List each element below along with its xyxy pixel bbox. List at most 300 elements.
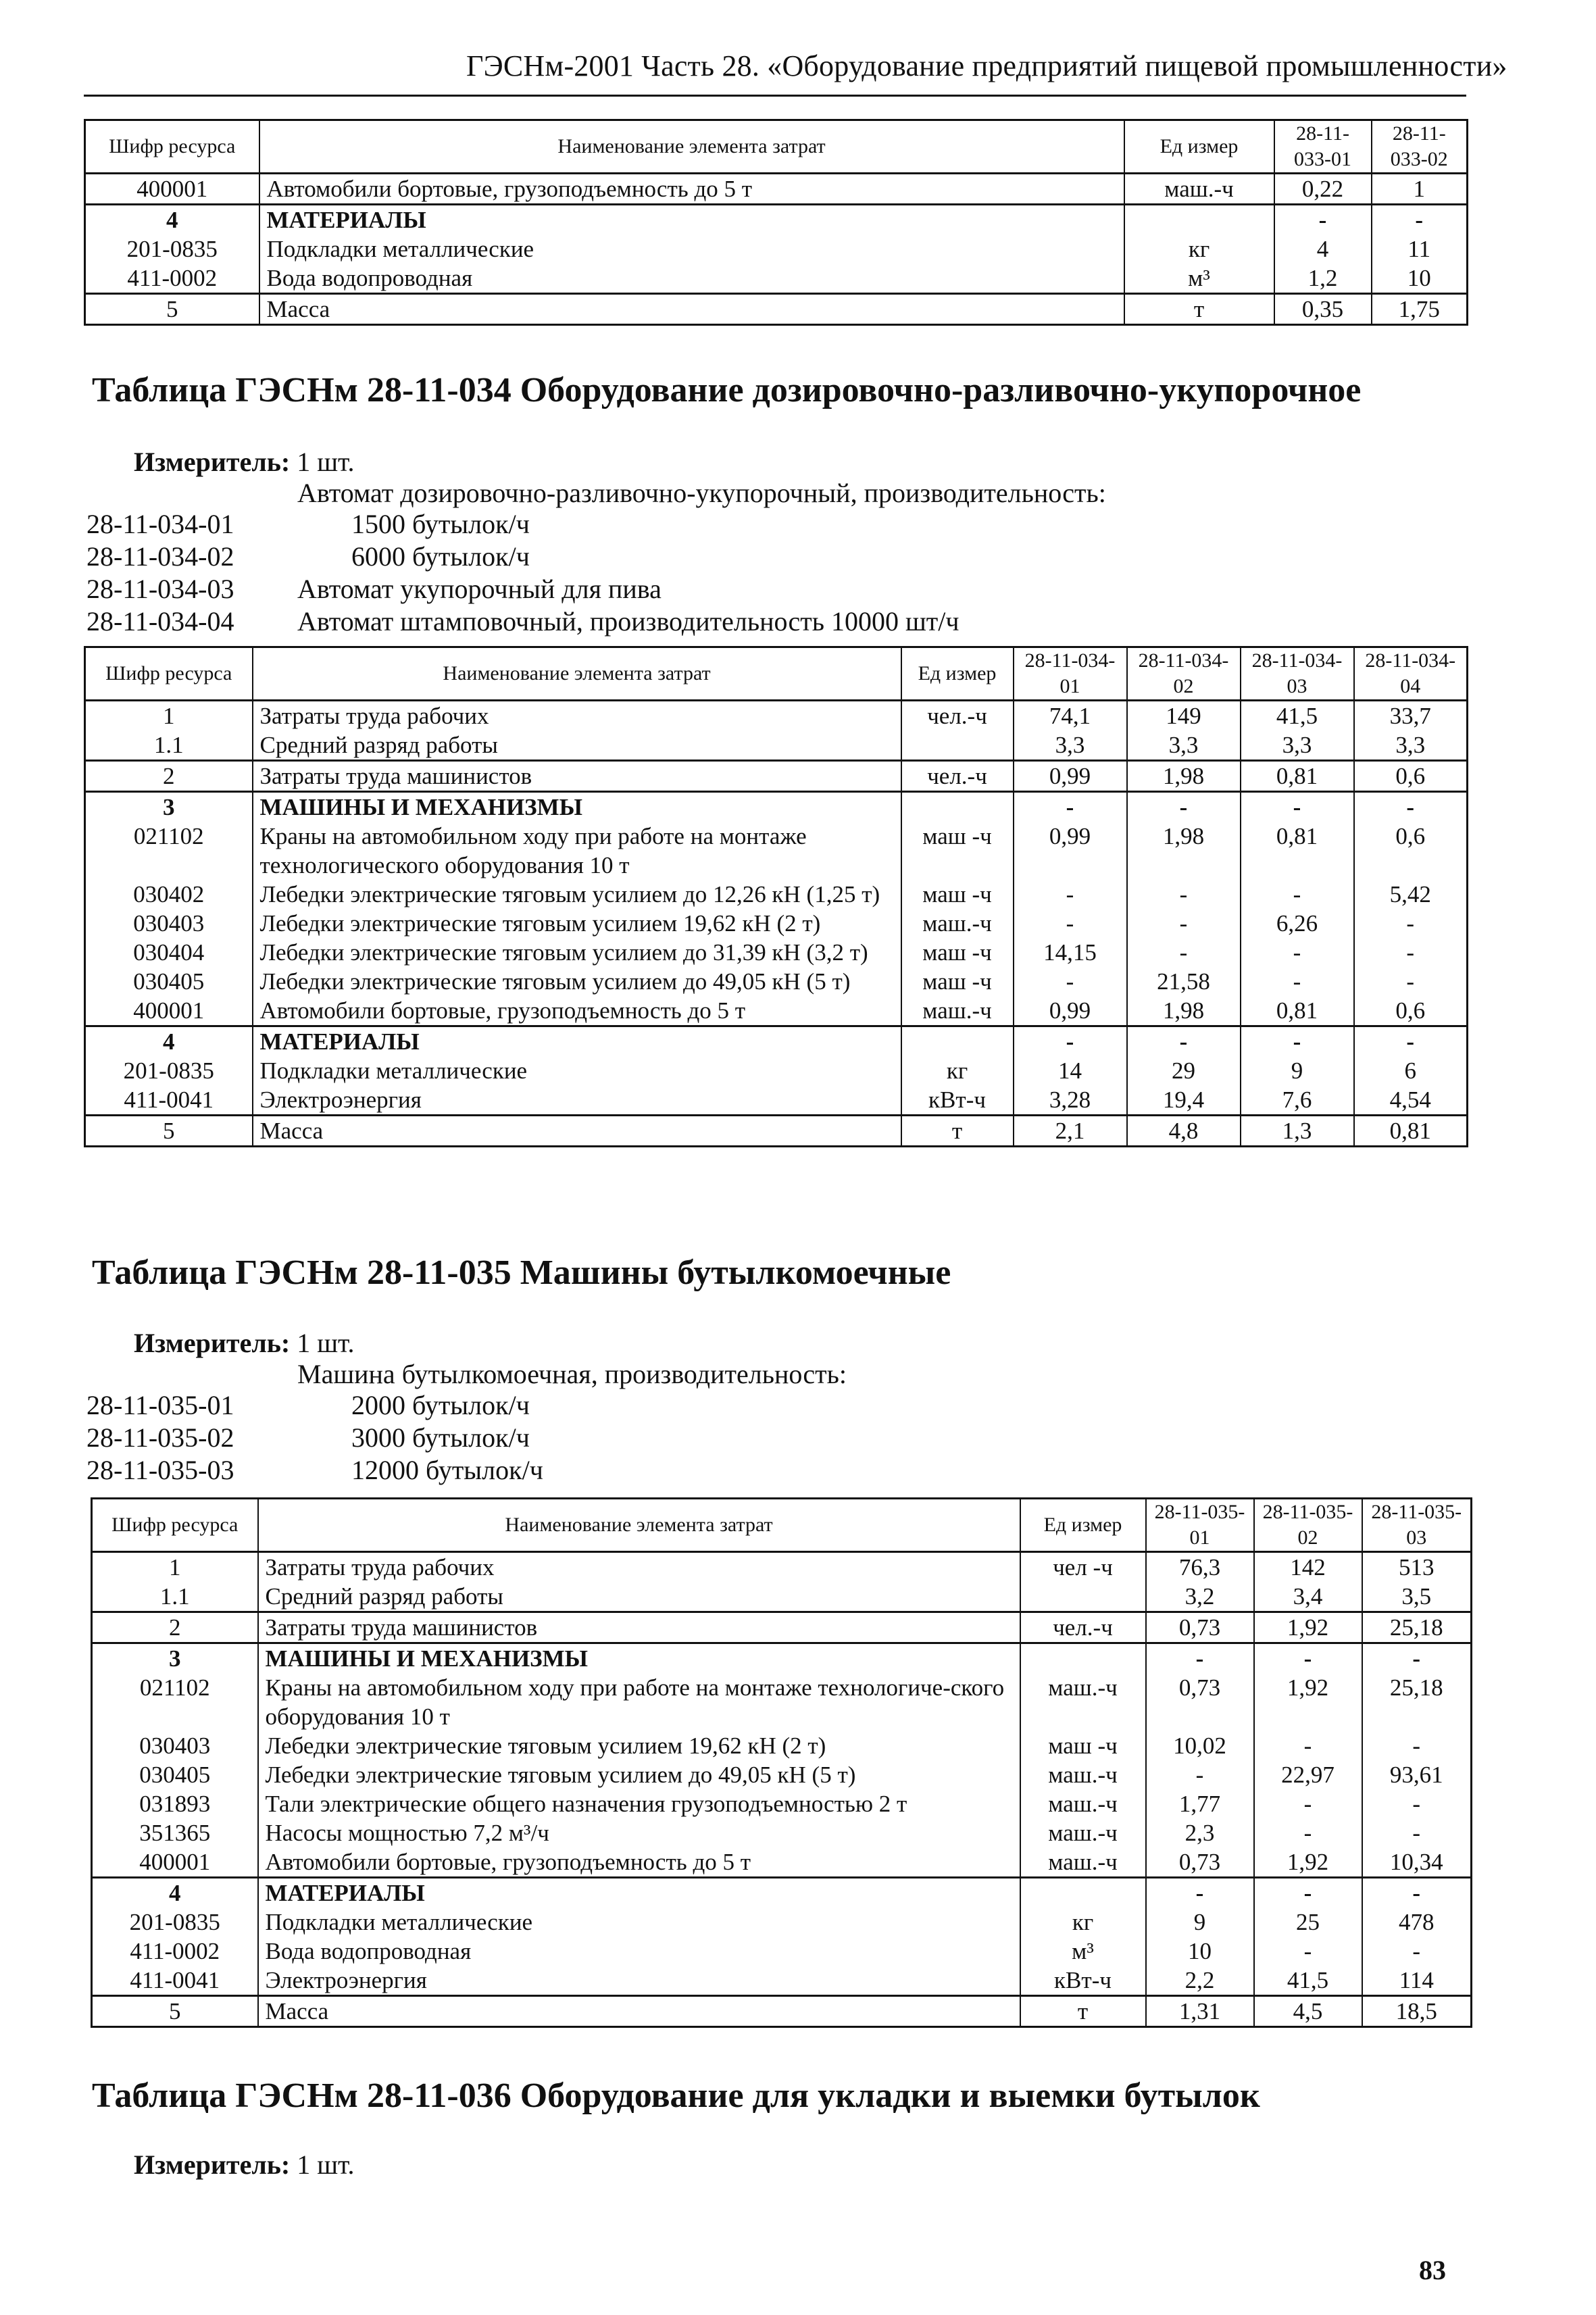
unit-cell: кг [1020,1908,1146,1937]
value-cell: 6,26 [1241,909,1354,938]
value-cell: - [1362,1789,1472,1818]
table-034-meter [134,446,355,478]
cost-item-name: МАШИНЫ И МЕХАНИЗМЫ [253,792,901,822]
value-cell: 3,3 [1014,730,1127,761]
table-row [85,967,1468,996]
cost-item-name: Средний разряд работы [253,730,901,761]
unit-cell: м³ [1124,264,1274,294]
section-row [85,205,1468,235]
value-cell: - [1127,909,1241,938]
value-cell: 0,6 [1354,822,1468,880]
table-033-body [85,174,1468,325]
unit-cell: маш.-ч [901,909,1014,938]
table-row [85,880,1468,909]
section-row [85,1116,1468,1147]
variant-code: 28-11-034-03 [86,574,234,604]
value-cell: 0,35 [1274,294,1372,325]
value-cell: - [1254,1731,1362,1760]
value-cell: - [1014,1026,1127,1057]
value-cell: 1,98 [1127,822,1241,880]
unit-cell: чел.-ч [901,761,1014,792]
table-034-intro: Автомат дозировочно-разливочно-укупорочный, производительность: [297,478,1106,508]
table-035-title: Таблица ГЭСНм 28-11-035 Машины бутылкомоечные [92,1253,951,1292]
value-cell: - [1127,1026,1241,1057]
value-cell: 0,73 [1146,1847,1254,1878]
cost-item-name: Лебедки электрические тяговым усилием до 12,26 кН (1,25 т) [253,880,901,909]
value-cell: 10,34 [1362,1847,1472,1878]
value-cell: 1,77 [1146,1789,1254,1818]
resource-code: 400001 [85,174,259,205]
value-cell: - [1354,1026,1468,1057]
section-row [92,1552,1472,1583]
column-header: 28-11-034-03 [1241,647,1354,701]
meter-value: 1 шт. [297,1328,355,1358]
value-cell: 1,75 [1372,294,1468,325]
cost-item-name: Затраты труда рабочих [253,701,901,731]
value-cell: - [1241,880,1354,909]
value-cell: - [1354,909,1468,938]
resource-code: 021102 [92,1673,258,1731]
unit-cell [901,792,1014,822]
column-header: Шифр ресурса [85,647,253,701]
table-row [92,1760,1472,1789]
value-cell: 1,31 [1146,1996,1254,2027]
variant-text: Автомат укупорочный для пива [297,574,662,604]
resource-code: 400001 [92,1847,258,1878]
column-header: Наименование элемента затрат [258,1499,1020,1552]
section-row [92,1878,1472,1908]
unit-cell: кг [901,1056,1014,1085]
value-cell: 0,81 [1241,996,1354,1026]
cost-item-name: МАШИНЫ И МЕХАНИЗМЫ [258,1643,1020,1674]
value-cell: 19,4 [1127,1085,1241,1116]
value-cell: 3,5 [1362,1582,1472,1612]
value-cell: 3,3 [1241,730,1354,761]
unit-cell: кВт-ч [1020,1966,1146,1996]
value-cell: - [1146,1643,1254,1674]
value-cell: - [1127,792,1241,822]
value-cell: 4,8 [1127,1116,1241,1147]
variant-code: 28-11-034-04 [86,606,234,637]
value-cell: - [1354,792,1468,822]
section-row [85,294,1468,325]
value-cell: - [1241,1026,1354,1057]
table-row [92,1847,1472,1878]
table-035-body [92,1552,1472,2027]
value-cell: 0,6 [1354,761,1468,792]
value-cell: 0,99 [1014,996,1127,1026]
value-cell: 0,81 [1241,761,1354,792]
column-header: Наименование элемента затрат [253,647,901,701]
value-cell: 25 [1254,1908,1362,1937]
table-034-body [85,701,1468,1147]
table-row [85,1085,1468,1116]
value-cell: 0,81 [1354,1116,1468,1147]
header-row [92,1499,1472,1552]
cost-item-name: Масса [258,1996,1020,2027]
table-034-header [85,647,1468,701]
table-034-title: Таблица ГЭСНм 28-11-034 Оборудование дозировочно-разливочно-укупорочное [92,371,1362,409]
cost-item-name: МАТЕРИАЛЫ [258,1878,1020,1908]
section-row [85,792,1468,822]
unit-cell: кг [1124,234,1274,264]
resource-code: 5 [85,294,259,325]
section-row [92,1643,1472,1674]
unit-cell: маш.-ч [1020,1818,1146,1847]
cost-item-name: МАТЕРИАЛЫ [259,205,1124,235]
resource-code: 031893 [92,1789,258,1818]
resource-code: 021102 [85,822,253,880]
cost-item-name: Лебедки электрические тяговым усилием до 49,05 кН (5 т) [258,1760,1020,1789]
resource-table-034 [84,646,1468,1147]
variant-code: 28-11-035-03 [86,1455,234,1485]
unit-cell [901,730,1014,761]
value-cell: 1,98 [1127,996,1241,1026]
column-header: Наименование элемента затрат [259,120,1124,174]
resource-code: 400001 [85,996,253,1026]
resource-code: 4 [85,1026,253,1057]
unit-cell [1124,205,1274,235]
resource-code: 411-0041 [92,1966,258,1996]
resource-code: 1.1 [85,730,253,761]
variant-text: Автомат штамповочный, производительность 10000 шт/ч [297,606,959,637]
value-cell: 3,4 [1254,1582,1362,1612]
value-cell: - [1254,1937,1362,1966]
value-cell: 0,6 [1354,996,1468,1026]
variant-text: 2000 бутылок/ч [351,1390,530,1420]
unit-cell: маш.-ч [1020,1789,1146,1818]
variant-code: 28-11-035-02 [86,1422,234,1453]
value-cell: - [1362,1937,1472,1966]
column-header: 28-11-033-02 [1372,120,1468,174]
table-row [92,1673,1472,1731]
value-cell: 18,5 [1362,1996,1472,2027]
table-row [85,996,1468,1026]
value-cell: 22,97 [1254,1760,1362,1789]
cost-item-name: Средний разряд работы [258,1582,1020,1612]
value-cell: 14,15 [1014,938,1127,967]
unit-cell: м³ [1020,1937,1146,1966]
resource-code: 201-0835 [92,1908,258,1937]
value-cell: - [1362,1818,1472,1847]
value-cell: 3,2 [1146,1582,1254,1612]
resource-code: 5 [92,1996,258,2027]
cost-item-name: Затраты труда машинистов [258,1612,1020,1643]
resource-code: 030403 [92,1731,258,1760]
running-header: ГЭСНм-2001 Часть 28. «Оборудование предприятий пищевой промышленности» [466,49,1507,82]
cost-item-name: Насосы мощностью 7,2 м³/ч [258,1818,1020,1847]
value-cell: 9 [1241,1056,1354,1085]
resource-code: 2 [92,1612,258,1643]
value-cell: 74,1 [1014,701,1127,731]
variant-code: 28-11-035-01 [86,1390,234,1420]
value-cell: 7,6 [1241,1085,1354,1116]
resource-code: 5 [85,1116,253,1147]
value-cell: 1,92 [1254,1847,1362,1878]
cost-item-name: Вода водопроводная [258,1937,1020,1966]
resource-code: 030404 [85,938,253,967]
resource-code: 201-0835 [85,1056,253,1085]
value-cell: 2,2 [1146,1966,1254,1996]
value-cell: 0,22 [1274,174,1372,205]
table-035-intro: Машина бутылкомоечная, производительность: [297,1359,847,1389]
value-cell: - [1362,1643,1472,1674]
meter-value: 1 шт. [297,447,355,477]
resource-code: 030405 [85,967,253,996]
value-cell: - [1362,1878,1472,1908]
resource-code: 030405 [92,1760,258,1789]
cost-item-name: Лебедки электрические тяговым усилием 19,62 кН (2 т) [253,909,901,938]
section-row [92,1996,1472,2027]
value-cell: 25,18 [1362,1612,1472,1643]
resource-code: 4 [85,205,259,235]
value-cell: 29 [1127,1056,1241,1085]
resource-code: 4 [92,1878,258,1908]
unit-cell [1020,1878,1146,1908]
value-cell: - [1274,205,1372,235]
column-header: Ед измер [1020,1499,1146,1552]
value-cell: - [1146,1760,1254,1789]
cost-item-name: Автомобили бортовые, грузоподъемность до 5 т [258,1847,1020,1878]
resource-code: 411-0041 [85,1085,253,1116]
value-cell: 4 [1274,234,1372,264]
cost-item-name: Масса [259,294,1124,325]
value-cell: - [1354,967,1468,996]
value-cell: 1,92 [1254,1673,1362,1731]
resource-code: 351365 [92,1818,258,1847]
cost-item-name: Электроэнергия [253,1085,901,1116]
column-header: 28-11-034-02 [1127,647,1241,701]
resource-code: 030403 [85,909,253,938]
table-row [92,1908,1472,1937]
meter-label: Измеритель: [134,1328,291,1358]
value-cell: 10,02 [1146,1731,1254,1760]
table-033-header [85,120,1468,174]
value-cell: - [1362,1731,1472,1760]
column-header: Ед измер [1124,120,1274,174]
unit-cell: маш.-ч [1124,174,1274,205]
value-cell: 3,3 [1127,730,1241,761]
value-cell: 149 [1127,701,1241,731]
column-header: Ед измер [901,647,1014,701]
value-cell: - [1254,1789,1362,1818]
value-cell: 0,73 [1146,1673,1254,1731]
resource-code: 1 [85,701,253,731]
value-cell: 5,42 [1354,880,1468,909]
table-row [92,1937,1472,1966]
table-row [92,1789,1472,1818]
table-row [92,1582,1472,1612]
table-row [85,174,1468,205]
value-cell: 25,18 [1362,1673,1472,1731]
table-row [85,909,1468,938]
cost-item-name: Подкладки металлические [258,1908,1020,1937]
value-cell: 2,1 [1014,1116,1127,1147]
cost-item-name: Автомобили бортовые, грузоподъемность до 5 т [253,996,901,1026]
value-cell: - [1241,792,1354,822]
column-header: 28-11-035-02 [1254,1499,1362,1552]
table-row [85,730,1468,761]
resource-code: 411-0002 [85,264,259,294]
resource-code: 1.1 [92,1582,258,1612]
resource-code: 2 [85,761,253,792]
value-cell: 14 [1014,1056,1127,1085]
variant-code: 28-11-034-01 [86,509,234,539]
table-row [85,234,1468,264]
value-cell: - [1372,205,1468,235]
value-cell: - [1354,938,1468,967]
value-cell: 21,58 [1127,967,1241,996]
resource-code: 411-0002 [92,1937,258,1966]
table-row [92,1966,1472,1996]
meter-label: Измеритель: [134,447,291,477]
value-cell: 513 [1362,1552,1472,1583]
cost-item-name: Затраты труда машинистов [253,761,901,792]
value-cell: 76,3 [1146,1552,1254,1583]
value-cell: 1,3 [1241,1116,1354,1147]
value-cell: - [1014,967,1127,996]
section-row [85,761,1468,792]
table-row [85,1056,1468,1085]
cost-item-name: Подкладки металлические [259,234,1124,264]
variant-text: 6000 бутылок/ч [351,541,530,572]
value-cell: - [1241,967,1354,996]
variant-code: 28-11-034-02 [86,541,234,572]
column-header: 28-11-035-01 [1146,1499,1254,1552]
cost-item-name: Электроэнергия [258,1966,1020,1996]
header-rule [84,95,1466,97]
column-header: 28-11-034-04 [1354,647,1468,701]
value-cell: 0,81 [1241,822,1354,880]
table-row [85,264,1468,294]
unit-cell: кВт-ч [901,1085,1014,1116]
resource-code: 201-0835 [85,234,259,264]
header-row [85,120,1468,174]
value-cell: 41,5 [1254,1966,1362,1996]
value-cell: 4,5 [1254,1996,1362,2027]
resource-code: 030402 [85,880,253,909]
column-header: 28-11-035-03 [1362,1499,1472,1552]
value-cell: - [1014,909,1127,938]
cost-item-name: МАТЕРИАЛЫ [253,1026,901,1057]
value-cell: 0,99 [1014,822,1127,880]
value-cell: - [1254,1818,1362,1847]
header-row [85,647,1468,701]
unit-cell [1020,1643,1146,1674]
resource-code: 1 [92,1552,258,1583]
unit-cell [901,1026,1014,1057]
page-number: 83 [1419,2255,1446,2285]
table-row [85,822,1468,880]
cost-item-name: Лебедки электрические тяговым усилием до 49,05 кН (5 т) [253,967,901,996]
cost-item-name: Подкладки металлические [253,1056,901,1085]
cost-item-name: Масса [253,1116,901,1147]
value-cell: 1,92 [1254,1612,1362,1643]
value-cell: 33,7 [1354,701,1468,731]
cost-item-name: Автомобили бортовые, грузоподъемность до 5 т [259,174,1124,205]
table-035-header [92,1499,1472,1552]
value-cell: - [1014,880,1127,909]
resource-code: 3 [92,1643,258,1674]
unit-cell: маш -ч [901,822,1014,880]
meter-value: 1 шт. [297,2149,355,2180]
value-cell: 142 [1254,1552,1362,1583]
cost-item-name: Вода водопроводная [259,264,1124,294]
unit-cell: маш.-ч [1020,1760,1146,1789]
unit-cell: чел.-ч [1020,1612,1146,1643]
variant-text: 1500 бутылок/ч [351,509,530,539]
value-cell: 114 [1362,1966,1472,1996]
section-row [85,701,1468,731]
table-036-meter [134,2149,355,2181]
cost-item-name: Краны на автомобильном ходу при работе на монтаже технологиче-ского оборудования 10 т [258,1673,1020,1731]
cost-item-name: Лебедки электрические тяговым усилием до 31,39 кН (3,2 т) [253,938,901,967]
cost-item-name: Лебедки электрические тяговым усилием 19,62 кН (2 т) [258,1731,1020,1760]
value-cell: - [1241,938,1354,967]
resource-code: 3 [85,792,253,822]
value-cell: 3,28 [1014,1085,1127,1116]
table-row [92,1731,1472,1760]
value-cell: 0,73 [1146,1612,1254,1643]
value-cell: 9 [1146,1908,1254,1937]
value-cell: 1,2 [1274,264,1372,294]
value-cell: 10 [1146,1937,1254,1966]
resource-table-033 [84,119,1468,326]
unit-cell: чел -ч [1020,1552,1146,1583]
unit-cell: маш.-ч [1020,1673,1146,1731]
column-header: Шифр ресурса [92,1499,258,1552]
unit-cell: т [1124,294,1274,325]
unit-cell: маш -ч [1020,1731,1146,1760]
column-header: 28-11-033-01 [1274,120,1372,174]
unit-cell: т [901,1116,1014,1147]
unit-cell [1020,1582,1146,1612]
unit-cell: маш.-ч [1020,1847,1146,1878]
value-cell: 41,5 [1241,701,1354,731]
section-row [92,1612,1472,1643]
column-header: Шифр ресурса [85,120,259,174]
value-cell: 2,3 [1146,1818,1254,1847]
cost-item-name: Затраты труда рабочих [258,1552,1020,1583]
value-cell: - [1014,792,1127,822]
value-cell: - [1254,1878,1362,1908]
cost-item-name: Краны на автомобильном ходу при работе на монтаже технологического оборудования 10 т [253,822,901,880]
value-cell: 1,98 [1127,761,1241,792]
variant-text: 12000 бутылок/ч [351,1455,543,1485]
unit-cell: маш -ч [901,967,1014,996]
value-cell: 3,3 [1354,730,1468,761]
unit-cell: т [1020,1996,1146,2027]
variant-text: 3000 бутылок/ч [351,1422,530,1453]
unit-cell: маш.-ч [901,996,1014,1026]
value-cell: - [1254,1643,1362,1674]
column-header: 28-11-034-01 [1014,647,1127,701]
value-cell: - [1146,1878,1254,1908]
meter-label: Измеритель: [134,2149,291,2180]
resource-table-035 [91,1497,1472,2028]
table-row [85,938,1468,967]
value-cell: 93,61 [1362,1760,1472,1789]
table-row [92,1818,1472,1847]
value-cell: 10 [1372,264,1468,294]
value-cell: 0,99 [1014,761,1127,792]
unit-cell: маш -ч [901,938,1014,967]
value-cell: 4,54 [1354,1085,1468,1116]
value-cell: 6 [1354,1056,1468,1085]
value-cell: - [1127,938,1241,967]
value-cell: 1 [1372,174,1468,205]
cost-item-name: Тали электрические общего назначения грузоподъемностью 2 т [258,1789,1020,1818]
